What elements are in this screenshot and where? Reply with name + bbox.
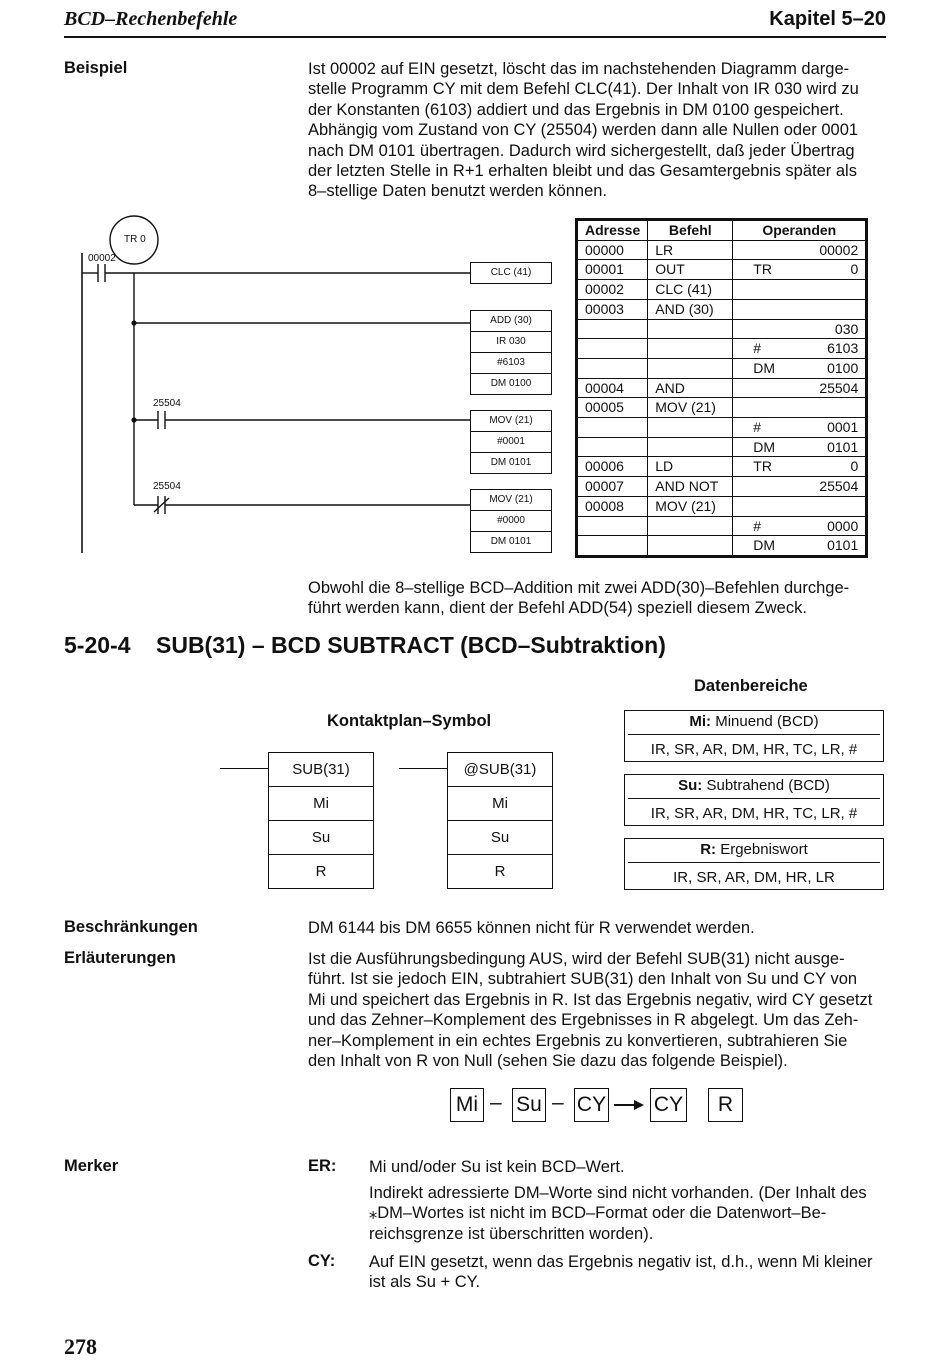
equation-su-box: Su — [512, 1088, 546, 1122]
add-operand: #6103 — [471, 353, 551, 374]
table-cell: 00006 — [578, 457, 648, 477]
add-op: ADD (30) — [471, 311, 551, 332]
add-operand: IR 030 — [471, 332, 551, 353]
table-cell: 25504 — [800, 477, 866, 497]
running-header-chapter: Kapitel 5–20 — [769, 8, 886, 30]
data-area-key: R: — [700, 841, 717, 858]
symbol-cell: Mi — [448, 787, 552, 821]
equation-r-box: R — [708, 1088, 743, 1122]
contact-00002-label: 00002 — [88, 253, 116, 264]
clc-instruction-box: CLC (41) — [470, 262, 552, 284]
example-line: 8–stellige Daten benutzt werden können. — [308, 182, 608, 201]
note-paragraph — [308, 578, 893, 619]
flag-er-line: reichsgrenze ist überschritten worden). — [369, 1224, 654, 1243]
table-row — [578, 516, 866, 536]
table-row — [578, 299, 866, 319]
mov-operand: DM 0101 — [490, 536, 532, 547]
mov-op: MOV (21) — [471, 490, 551, 511]
note-line: Obwohl die 8–stellige BCD–Addition mit zwei ADD(30)–Befehlen durchge- — [308, 579, 850, 597]
data-area-r — [624, 838, 884, 890]
flag-er-text: Mi und/oder Su ist kein BCD–Wert. — [369, 1158, 625, 1176]
table-cell: DM — [733, 536, 801, 556]
table-cell: 00008 — [578, 496, 648, 516]
symbol2-lead-line — [399, 768, 448, 769]
table-cell: AND (30) — [648, 299, 733, 319]
arrow-right-icon — [612, 1098, 646, 1112]
example-paragraph — [308, 59, 893, 202]
table-cell — [733, 280, 801, 300]
table-cell — [800, 280, 866, 300]
table-cell: LD — [648, 457, 733, 477]
table-cell: 0101 — [800, 536, 866, 556]
table-cell: 0100 — [800, 358, 866, 378]
restrictions-heading: Beschränkungen — [64, 918, 198, 936]
table-cell — [578, 319, 648, 339]
table-cell: CLC (41) — [648, 280, 733, 300]
equation-minus: – — [552, 1091, 564, 1114]
example-line: nach DM 0101 übertragen. Dadurch wird sichergestellt, daß jeder Übertrag — [308, 141, 855, 160]
mov-operand: DM 0101 — [490, 457, 532, 468]
mov1-instruction-box — [470, 410, 552, 474]
flag-cy-line: ist als Su + CY. — [369, 1273, 481, 1292]
table-cell: TR — [733, 260, 801, 280]
table-cell — [800, 496, 866, 516]
table-cell: 00002 — [800, 240, 866, 260]
flag-cy-key: CY: — [308, 1252, 336, 1270]
note-line: führt werden kann, dient der Befehl ADD(54) speziell diesem Zweck. — [308, 599, 807, 618]
table-cell: 0 — [800, 260, 866, 280]
table-row — [578, 378, 866, 398]
table-cell: 00005 — [578, 398, 648, 418]
symbol1-lead-line — [220, 768, 269, 769]
table-cell: 00002 — [578, 280, 648, 300]
explanation-heading: Erläuterungen — [64, 949, 176, 967]
diff-sub-symbol-box — [447, 752, 553, 889]
table-row — [578, 418, 866, 438]
contact-25504-nc-label: 25504 — [153, 481, 181, 492]
restrictions-text: DM 6144 bis DM 6655 können nicht für R verwendet werden. — [308, 919, 755, 937]
mnemonic-table-body — [578, 240, 866, 555]
table-row — [578, 457, 866, 477]
table-cell: # — [733, 516, 801, 536]
table-cell — [578, 516, 648, 536]
explanation-paragraph — [308, 949, 893, 1071]
column-header: Befehl — [648, 221, 733, 241]
table-cell: 6103 — [800, 339, 866, 359]
data-area-key: Mi: — [689, 713, 712, 730]
data-area-key: Su: — [678, 777, 703, 794]
symbol-cell: Su — [269, 821, 373, 855]
table-cell — [800, 299, 866, 319]
table-cell — [578, 358, 648, 378]
sub-symbol-box — [268, 752, 374, 889]
table-row — [578, 398, 866, 418]
data-area-list: IR, SR, AR, DM, HR, TC, LR, # — [650, 805, 858, 822]
table-cell: TR — [733, 457, 801, 477]
table-cell: 00007 — [578, 477, 648, 497]
mnemonic-table — [575, 218, 868, 558]
section-number: 5-20-4 — [64, 632, 131, 658]
example-line: Abhängig vom Zustand von CY (25504) werden dann alle Nullen oder 0001 — [308, 121, 859, 140]
mov-operand: #0001 — [471, 432, 551, 453]
table-cell: 0000 — [800, 516, 866, 536]
data-area-desc: Ergebniswort — [720, 841, 808, 858]
table-row — [578, 477, 866, 497]
flag-er-line: ⁎DM–Wortes ist nicht im BCD–Format oder die Datenwort–Be- — [369, 1204, 827, 1223]
table-cell: 030 — [800, 319, 866, 339]
mov-operand: #0000 — [471, 511, 551, 532]
table-cell: 00001 — [578, 260, 648, 280]
table-cell — [578, 418, 648, 438]
table-cell — [800, 398, 866, 418]
section-title: SUB(31) – BCD SUBTRACT (BCD–Subtraktion) — [156, 632, 666, 658]
symbol-cell: R — [315, 863, 327, 880]
table-cell — [733, 378, 801, 398]
mnemonic-table-grid — [577, 220, 866, 556]
table-cell — [733, 496, 801, 516]
page-number: 278 — [64, 1334, 97, 1359]
mov-op: MOV (21) — [471, 411, 551, 432]
data-area-list: IR, SR, AR, DM, HR, LR — [673, 869, 835, 886]
symbol-heading: Kontaktplan–Symbol — [327, 712, 492, 730]
table-cell — [648, 418, 733, 438]
table-cell — [648, 437, 733, 457]
flag-cy-text — [369, 1252, 894, 1293]
table-cell — [578, 536, 648, 556]
table-cell: # — [733, 339, 801, 359]
table-cell — [733, 319, 801, 339]
table-row — [578, 496, 866, 516]
table-cell — [648, 536, 733, 556]
explanation-line: Mi und speichert das Ergebnis in R. Ist das Ergebnis negativ, wird CY gesetzt — [308, 990, 873, 1009]
example-line: der letzten Stelle in R+1 erhalten bleibt und das Gesamtergebnis später als — [308, 162, 857, 181]
flag-er-key: ER: — [308, 1157, 337, 1175]
table-cell: AND NOT — [648, 477, 733, 497]
column-header: Operanden — [733, 221, 866, 241]
ladder-diagram — [64, 215, 564, 560]
data-area-mi — [624, 710, 884, 762]
table-cell — [733, 398, 801, 418]
table-cell: 0001 — [800, 418, 866, 438]
explanation-line: und das Zehner–Komplement des Ergebnisses in R abgelegt. Um das Zeh- — [308, 1011, 859, 1030]
table-cell: DM — [733, 358, 801, 378]
table-cell: 00003 — [578, 299, 648, 319]
table-cell: 0101 — [800, 437, 866, 457]
table-row — [578, 437, 866, 457]
table-row — [578, 339, 866, 359]
symbol-cell: @SUB(31) — [448, 753, 552, 787]
data-area-list: IR, SR, AR, DM, HR, TC, LR, # — [650, 741, 858, 758]
table-row — [578, 240, 866, 260]
table-cell — [648, 339, 733, 359]
example-line: der Konstanten (6103) addiert und das Ergebnis in DM 0100 gespeichert. — [308, 100, 844, 119]
running-header-title: BCD–Rechenbefehle — [64, 8, 238, 30]
table-cell: # — [733, 418, 801, 438]
table-row — [578, 319, 866, 339]
example-heading: Beispiel — [64, 59, 128, 77]
column-header: Adresse — [578, 221, 648, 241]
table-cell — [733, 477, 801, 497]
explanation-line: ner–Komplement in ein echtes Ergebnis zu konvertieren, subtrahieren Sie — [308, 1031, 848, 1050]
table-cell: DM — [733, 437, 801, 457]
table-cell — [648, 319, 733, 339]
table-row — [578, 358, 866, 378]
table-cell — [648, 516, 733, 536]
explanation-line: Ist die Ausführungsbedingung AUS, wird der Befehl SUB(31) nicht ausge- — [308, 950, 845, 968]
table-cell — [733, 299, 801, 319]
example-line: stelle Programm CY mit dem Befehl CLC(41). Der Inhalt von IR 030 wird zu — [308, 80, 859, 99]
flag-cy-line: Auf EIN gesetzt, wenn das Ergebnis negativ ist, d.h., wenn Mi kleiner — [369, 1253, 873, 1271]
table-cell: MOV (21) — [648, 496, 733, 516]
data-area-desc: Subtrahend (BCD) — [706, 777, 830, 794]
equation-minus: – — [490, 1091, 502, 1114]
table-cell: 00000 — [578, 240, 648, 260]
equation-cy-box: CY — [574, 1088, 609, 1122]
flag-er-text-2 — [369, 1183, 894, 1244]
symbol-cell: R — [494, 863, 506, 880]
table-cell — [733, 240, 801, 260]
header-rule — [64, 36, 886, 38]
table-cell: AND — [648, 378, 733, 398]
table-cell: MOV (21) — [648, 398, 733, 418]
section-heading — [64, 632, 666, 659]
data-areas-heading: Datenbereiche — [694, 677, 808, 695]
table-cell: OUT — [648, 260, 733, 280]
add-operand: DM 0100 — [490, 378, 532, 389]
mov2-instruction-box — [470, 489, 552, 553]
add-instruction-box — [470, 310, 552, 395]
data-area-desc: Minuend (BCD) — [715, 713, 819, 730]
table-row — [578, 536, 866, 556]
example-line: Ist 00002 auf EIN gesetzt, löscht das im nachstehenden Diagramm darge- — [308, 60, 850, 78]
table-cell: 25504 — [800, 378, 866, 398]
tr0-label: TR 0 — [124, 234, 146, 245]
symbol-cell: Su — [448, 821, 552, 855]
data-area-su — [624, 774, 884, 826]
table-cell: 00004 — [578, 378, 648, 398]
table-cell — [578, 339, 648, 359]
table-cell: LR — [648, 240, 733, 260]
table-row — [578, 260, 866, 280]
flags-heading: Merker — [64, 1157, 119, 1175]
table-cell — [648, 358, 733, 378]
equation-cy-result-box: CY — [650, 1088, 687, 1122]
table-row — [578, 280, 866, 300]
symbol-cell: SUB(31) — [269, 753, 373, 787]
equation-mi-box: Mi — [450, 1088, 484, 1122]
flag-er-line: Indirekt adressierte DM–Worte sind nicht vorhanden. (Der Inhalt des — [369, 1184, 867, 1202]
table-cell: 0 — [800, 457, 866, 477]
symbol-cell: Mi — [269, 787, 373, 821]
explanation-line: führt. Ist sie jedoch EIN, subtrahiert SUB(31) den Inhalt von Su und CY von — [308, 970, 858, 989]
contact-25504-label: 25504 — [153, 398, 181, 409]
table-cell — [578, 437, 648, 457]
explanation-line: den Inhalt von R von Null (sehen Sie dazu das folgende Beispiel). — [308, 1052, 788, 1071]
